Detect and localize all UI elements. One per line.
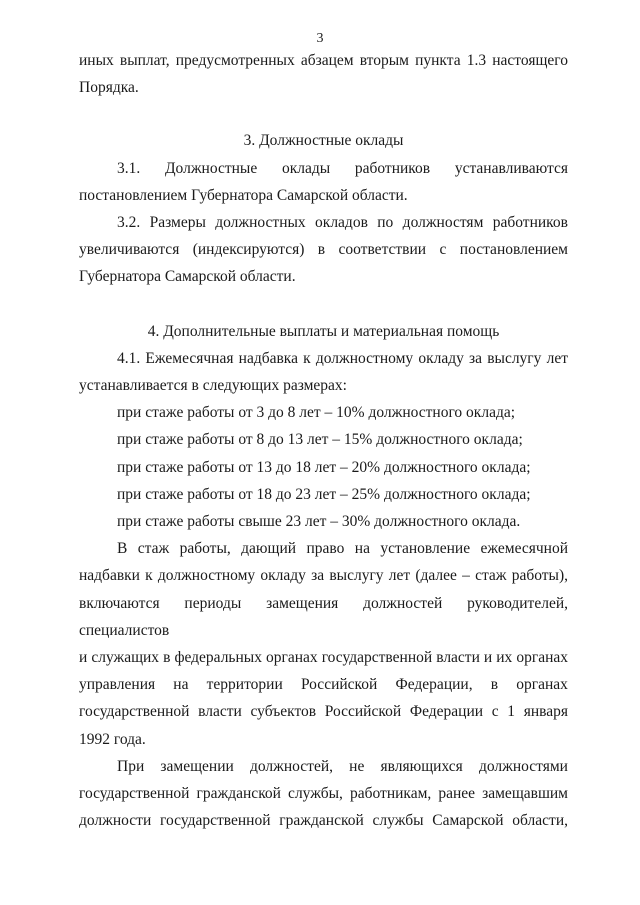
word: Федерации, — [395, 676, 473, 694]
section-3-heading: 3. Должностные оклады — [243, 132, 404, 150]
paragraph-zameshch-line-1 — [79, 753, 568, 780]
word: являющихся — [380, 757, 463, 775]
word: устанавливаются — [454, 159, 568, 177]
tier-item: при стаже работы от 18 до 23 лет – 25% должностного оклада; — [117, 485, 531, 503]
paragraph-3-1-line-2: постановлением Губернатора Самарской области. — [79, 186, 408, 204]
word: Должностные — [164, 159, 258, 177]
word: органах — [516, 676, 568, 694]
page-number: 3 — [316, 31, 324, 46]
tier-item: при стаже работы от 13 до 18 лет – 20% должностного оклада; — [117, 458, 531, 476]
word: Российской — [300, 676, 378, 694]
paragraph-stazh-line-2: надбавки к должностному окладу за выслугу лет (далее – стаж работы), — [79, 567, 568, 585]
word: в — [490, 676, 499, 694]
spacer — [79, 291, 568, 318]
word: территории — [206, 676, 283, 694]
paragraph-3-2-line-3: Губернатора Самарской области. — [79, 268, 296, 286]
paragraph-stazh-line-7: 1992 года. — [79, 730, 146, 748]
tier-item: при стаже работы от 3 до 8 лет – 10% должностного оклада; — [117, 404, 516, 422]
section-4-heading: 4. Дополнительные выплаты и материальная помощь — [147, 322, 500, 340]
paragraph-stazh-line-1: В стаж работы, дающий право на установление ежемесячной — [117, 540, 568, 558]
paragraph-stazh-line-4: и служащих в федеральных органах государственной власти и их органах — [79, 649, 568, 667]
paragraph-stazh-line-3: включаются периоды замещения должностей руководителей, специалистов — [79, 594, 568, 639]
continuation-line-1: иных выплат, предусмотренных абзацем вторым пункта 1.3 настоящего — [79, 52, 568, 69]
word: должностей, — [249, 757, 333, 775]
paragraph-4-1-line-1: 4.1. Ежемесячная надбавка к должностному окладу за выслугу лет — [117, 349, 568, 367]
word: работников — [354, 159, 431, 177]
spacer — [79, 101, 568, 127]
word: замещении — [160, 757, 234, 775]
document-body — [79, 47, 568, 834]
paragraph-3-1-line-1 — [79, 155, 568, 182]
word: на — [173, 676, 189, 694]
word: управления — [79, 676, 156, 694]
word: не — [349, 757, 365, 775]
word: должностями — [478, 757, 568, 775]
paragraph-3-2-line-1: 3.2. Размеры должностных окладов по должностям работников — [117, 214, 568, 232]
paragraph-stazh-line-6: государственной власти субъектов Российской Федерации с 1 января — [79, 703, 568, 721]
continuation-line-2: Порядка. — [79, 79, 139, 97]
word: При — [117, 757, 145, 775]
word: оклады — [281, 159, 331, 177]
paragraph-4-1-line-2: устанавливается в следующих размерах: — [79, 377, 347, 395]
tier-item: при стаже работы от 8 до 13 лет – 15% должностного оклада; — [117, 431, 523, 449]
tier-item: при стаже работы свыше 23 лет – 30% должностного оклада. — [117, 513, 521, 531]
paragraph-zameshch-line-3: должности государственной гражданской службы Самарской области, — [79, 812, 568, 830]
paragraph-3-2-line-2: увеличиваются (индексируются) в соответствии с постановлением — [79, 241, 568, 259]
word: 3.1. — [117, 159, 141, 177]
paragraph-stazh-line-5 — [79, 671, 568, 698]
paragraph-zameshch-line-2: государственной гражданской службы, работникам, ранее замещавшим — [79, 785, 568, 803]
